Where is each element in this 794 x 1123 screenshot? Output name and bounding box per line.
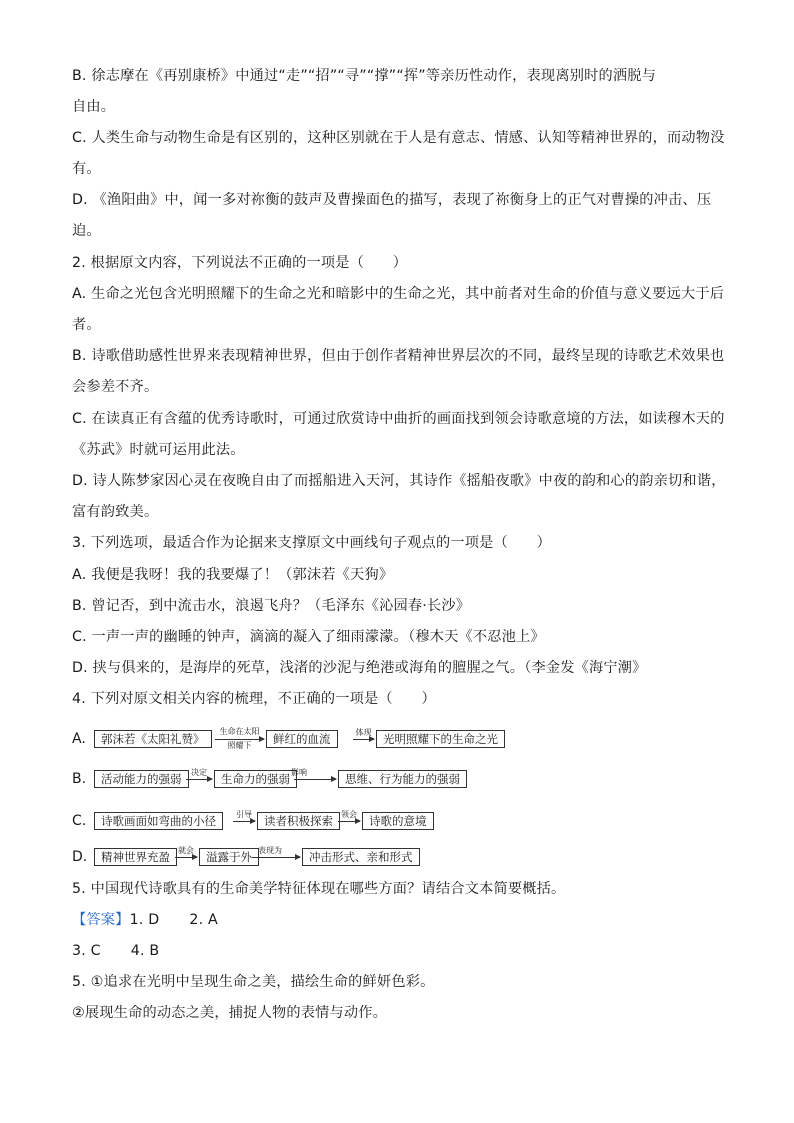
answer-line — [72, 910, 218, 930]
option-label: C. — [72, 813, 87, 829]
answer-1: 1. D — [129, 912, 160, 928]
text-line: A. 我便是我呀！我的我要爆了！（郭沫若《天狗》 — [72, 567, 394, 583]
flow-arrow — [353, 739, 374, 740]
flow-arrow — [175, 857, 197, 858]
text-line: B. 诗歌借助感性世界来表现精神世界，但由于创作者精神世界层次的不同，最终呈现的诗歌艺术效果也 — [72, 348, 725, 364]
arrow-label: 表现为 — [258, 846, 282, 855]
answer-2: 2. A — [189, 912, 218, 928]
question-2: 2. 根据原文内容，下列说法不正确的一项是（ ） — [72, 255, 408, 271]
question-3: 3. 下列选项，最适合作为论据来支撑原文中画线句子观点的一项是（ ） — [72, 535, 552, 551]
arrow-label: 引导 — [236, 810, 252, 819]
text-line: 迫。 — [72, 223, 101, 239]
flow-box: 读者积极探索 — [257, 812, 340, 830]
text-line: 有。 — [72, 161, 101, 177]
arrow-label: 就会 — [178, 846, 194, 855]
text-line: 富有韵致美。 — [72, 504, 159, 520]
answer-tag: 【答案】 — [72, 912, 130, 928]
text-line: D. 《渔阳曲》中，闻一多对祢衡的鼓声及曹操面色的描写，表现了祢衡身上的正气对曹操的冲击、压 — [72, 192, 712, 208]
flow-box: 郭沫若《太阳礼赞》 — [94, 730, 212, 748]
text-line: 《苏武》时就可运用此法。 — [72, 442, 245, 458]
flow-box: 溢露于外 — [199, 848, 259, 866]
flow-arrow — [294, 779, 336, 780]
question-5: 5. 中国现代诗歌具有的生命美学特征体现在哪些方面？请结合文本简要概括。 — [72, 881, 566, 897]
text-line: A. 生命之光包含光明照耀下的生命之光和暗影中的生命之光，其中前者对生命的价值与意义要远大于后 — [72, 286, 725, 302]
text-line: 者。 — [72, 317, 101, 333]
arrow-label: 照耀下 — [227, 741, 252, 750]
answer-5a: 5. ①追求在光明中呈现生命之美，描绘生命的鲜妍色彩。 — [72, 974, 435, 990]
flow-box: 精神世界充盈 — [94, 848, 177, 866]
flow-box: 冲击形式、亲和形式 — [302, 848, 420, 866]
answer-line — [72, 941, 159, 961]
flow-arrow — [338, 821, 360, 822]
flow-box: 鲜红的血流 — [266, 730, 338, 748]
flow-box: 诗歌画面如弯曲的小径 — [94, 812, 223, 830]
flow-box: 光明照耀下的生命之光 — [376, 730, 505, 748]
text-line: 自由。 — [72, 99, 116, 115]
answer-5b: ②展现生命的动态之美，捕捉人物的表情与动作。 — [72, 1005, 388, 1021]
arrow-label: 影响 — [291, 768, 307, 777]
text-line: D. 挟与俱来的，是海岸的死草，浅渚的沙泥与绝港或海角的膻腥之气。（李金发《海宁潮》 — [72, 660, 647, 676]
diagram-b — [72, 768, 492, 790]
flow-box: 生命力的强弱 — [214, 770, 297, 788]
arrow-label: 领会 — [341, 810, 357, 819]
text-line: C. 在读真正有含蕴的优秀诗歌时，可通过欣赏诗中曲折的画面找到领会诗歌意境的方法，如读穆木天的 — [72, 411, 725, 427]
diagram-a — [72, 727, 498, 750]
diagram-c — [72, 810, 492, 832]
flow-arrow — [186, 779, 212, 780]
text-line: B. 曾记否，到中流击水，浪遏飞舟？（毛泽东《沁园春·长沙》 — [72, 598, 471, 614]
text-line: 会参差不齐。 — [72, 379, 159, 395]
text-line: C. 一声一声的幽睡的钟声，滴滴的凝入了细雨濛濛。（穆木天《不忍池上》 — [72, 629, 545, 645]
arrow-label: 体现 — [355, 728, 372, 737]
text-line: D. 诗人陈梦家因心灵在夜晚自由了而摇船进入天河，其诗作《摇船夜歌》中夜的韵和心的韵亲切和谐， — [72, 473, 726, 489]
flow-arrow — [252, 857, 300, 858]
option-label: B. — [72, 771, 87, 787]
text-line: C. 人类生命与动物生命是有区别的，这种区别就在于人是有意志、情感、认知等精神世界的，而动物没 — [72, 130, 725, 146]
flow-box: 思维、行为能力的强弱 — [338, 770, 467, 788]
answer-4: 4. B — [130, 943, 160, 959]
arrow-label: 生命在太阳 — [219, 727, 260, 736]
arrow-label: 决定 — [191, 768, 207, 777]
question-4: 4. 下列对原文相关内容的梳理，不正确的一项是（ ） — [72, 691, 436, 707]
flow-box: 诗歌的意境 — [362, 812, 434, 830]
option-label: A. — [72, 731, 86, 747]
option-label: D. — [72, 849, 88, 865]
flow-arrow — [233, 821, 255, 822]
flow-arrow — [215, 739, 264, 740]
text-line: B. 徐志摩在《再别康桥》中通过“走”“招”“寻”“撑”“挥”等亲历性动作，表现离别时的洒脱与 — [72, 68, 657, 84]
diagram-d — [72, 846, 492, 868]
answer-3: 3. C — [72, 943, 101, 959]
flow-box: 活动能力的强弱 — [94, 770, 189, 788]
